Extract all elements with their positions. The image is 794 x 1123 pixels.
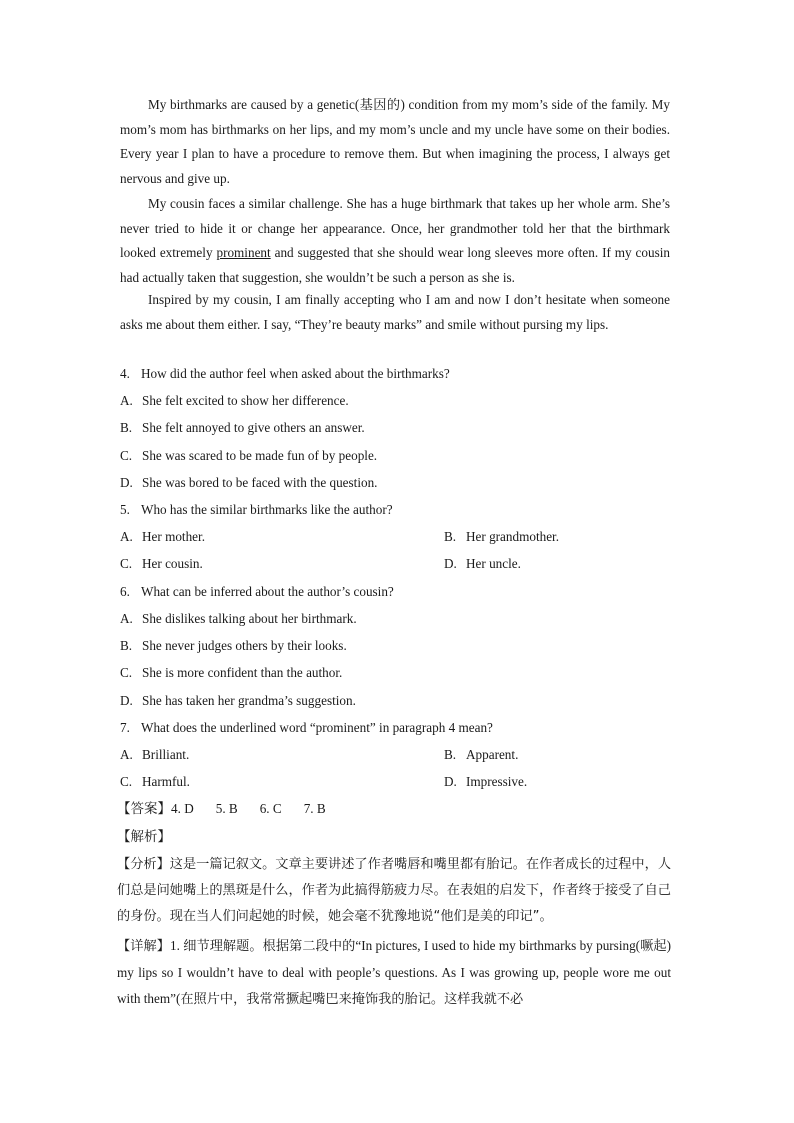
option-text: Harmful. xyxy=(142,774,190,789)
explanation-heading: 【解析】 xyxy=(117,829,171,845)
paragraph-2-text-after: and suggested that she should wear long sleeves more often. If my cousin had actually taken that suggestion, she wouldn’t be such a person as she is. xyxy=(120,245,670,285)
option-text: She felt excited to show her difference. xyxy=(142,393,349,408)
option-text: Her mother. xyxy=(142,529,205,544)
question-6-text: What can be inferred about the author’s cousin? xyxy=(141,584,394,599)
question-5-text: Who has the similar birthmarks like the author? xyxy=(141,502,393,517)
paragraph-2-text-before: My cousin faces a similar challenge. She has a huge birthmark that takes up her whole arm. She’s never tried to hide it or change her appearance. Once, her grandmother told her that the birthmark looked extremely xyxy=(120,196,670,261)
option-label: C. xyxy=(120,774,133,789)
question-4-option-d[interactable] xyxy=(120,474,377,492)
answer-item: 7. B xyxy=(303,801,326,816)
option-label: D. xyxy=(120,475,133,490)
question-7-text: What does the underlined word “prominent” in paragraph 4 mean? xyxy=(141,720,493,735)
passage-paragraph-1: My birthmarks are caused by a genetic(基因的) condition from my mom’s side of the family. My mom’s mom has birthmarks on her lips, and my mom’s uncle and my uncle have some on their bodies. Every year I plan to have a procedure to remove them. But when imagining the process, I always get nervous and give up. xyxy=(120,97,670,186)
question-6-option-d[interactable] xyxy=(120,692,356,710)
question-5-option-d[interactable] xyxy=(444,555,521,573)
option-label: A. xyxy=(120,611,133,626)
question-7-option-b[interactable] xyxy=(444,746,518,764)
question-6-number: 6. xyxy=(120,584,130,599)
analysis-paragraph xyxy=(117,852,671,930)
question-4-option-b[interactable] xyxy=(120,419,365,437)
option-label: D. xyxy=(444,774,457,789)
analysis-label: 【分析】 xyxy=(117,857,170,872)
question-5-number: 5. xyxy=(120,502,130,517)
analysis-text: 这是一篇记叙文。文章主要讲述了作者嘴唇和嘴里都有胎记。在作者成长的过程中，人们总是问她嘴上的黑斑是什么，作者为此搞得筋疲力尽。在表姐的启发下，作者终于接受了自己的身份。现在当人们问起她的时候，她会毫不犹豫地说“他们是美的印记”。 xyxy=(117,857,671,924)
option-text: Impressive. xyxy=(466,774,528,789)
option-text: She felt annoyed to give others an answer. xyxy=(142,420,365,435)
option-label: B. xyxy=(444,529,457,544)
question-7-option-d[interactable] xyxy=(444,773,527,791)
detail-text: 1. 细节理解题。根据第二段中的“In pictures, I used to hide my birthmarks by pursing(噘起) my lips so I wouldn’t have to deal with people’s questions. As I was growing up, people wore me out with them”(在照片中，我常常撅起嘴巴来掩饰我的胎记。这样我就不必 xyxy=(117,938,671,1006)
question-5-option-b[interactable] xyxy=(444,528,559,546)
option-text: Her uncle. xyxy=(466,556,521,571)
question-5-stem xyxy=(120,501,393,519)
option-label: C. xyxy=(120,665,133,680)
option-label: C. xyxy=(120,448,133,463)
option-text: She was bored to be faced with the question. xyxy=(142,475,378,490)
question-7-stem xyxy=(120,719,493,737)
option-label: B. xyxy=(120,420,133,435)
option-label: A. xyxy=(120,393,133,408)
option-text: She is more confident than the author. xyxy=(142,665,343,680)
question-6-option-a[interactable] xyxy=(120,610,357,628)
answer-item: 4. D xyxy=(171,801,194,816)
answer-line xyxy=(117,800,326,818)
question-6-option-c[interactable] xyxy=(120,664,342,682)
question-6-option-b[interactable] xyxy=(120,637,347,655)
question-5-option-c[interactable] xyxy=(120,555,203,573)
answer-label: 【答案】 xyxy=(117,801,171,817)
option-label: B. xyxy=(120,638,133,653)
question-4-stem xyxy=(120,365,450,383)
option-text: Her cousin. xyxy=(142,556,203,571)
option-text: She never judges others by their looks. xyxy=(142,638,347,653)
question-5-option-a[interactable] xyxy=(120,528,205,546)
option-label: A. xyxy=(120,747,133,762)
option-label: B. xyxy=(444,747,457,762)
question-6-stem xyxy=(120,583,394,601)
option-text: She dislikes talking about her birthmark. xyxy=(142,611,357,626)
detail-paragraph xyxy=(117,933,671,1012)
passage-paragraph-2 xyxy=(120,192,670,290)
question-4-text: How did the author feel when asked about the birthmarks? xyxy=(141,366,450,381)
option-label: D. xyxy=(444,556,457,571)
detail-label: 【详解】 xyxy=(117,939,170,954)
option-text: Apparent. xyxy=(466,747,519,762)
option-label: A. xyxy=(120,529,133,544)
question-4-option-a[interactable] xyxy=(120,392,349,410)
option-text: Her grandmother. xyxy=(466,529,560,544)
option-label: D. xyxy=(120,693,133,708)
question-4-number: 4. xyxy=(120,366,130,381)
passage-paragraph-3: Inspired by my cousin, I am finally accepting who I am and now I don’t hesitate when someone asks me about them either. I say, “They’re beauty marks” and smile without pursing my lips. xyxy=(120,292,670,332)
question-7-number: 7. xyxy=(120,720,130,735)
option-text: She was scared to be made fun of by people. xyxy=(142,448,378,463)
question-7-option-a[interactable] xyxy=(120,746,189,764)
answer-item: 6. C xyxy=(259,801,282,816)
option-text: She has taken her grandma’s suggestion. xyxy=(142,693,356,708)
underlined-word-prominent: prominent xyxy=(216,245,271,261)
question-4-option-c[interactable] xyxy=(120,447,377,465)
option-label: C. xyxy=(120,556,133,571)
answer-item: 5. B xyxy=(215,801,238,816)
option-text: Brilliant. xyxy=(142,747,190,762)
question-7-option-c[interactable] xyxy=(120,773,190,791)
